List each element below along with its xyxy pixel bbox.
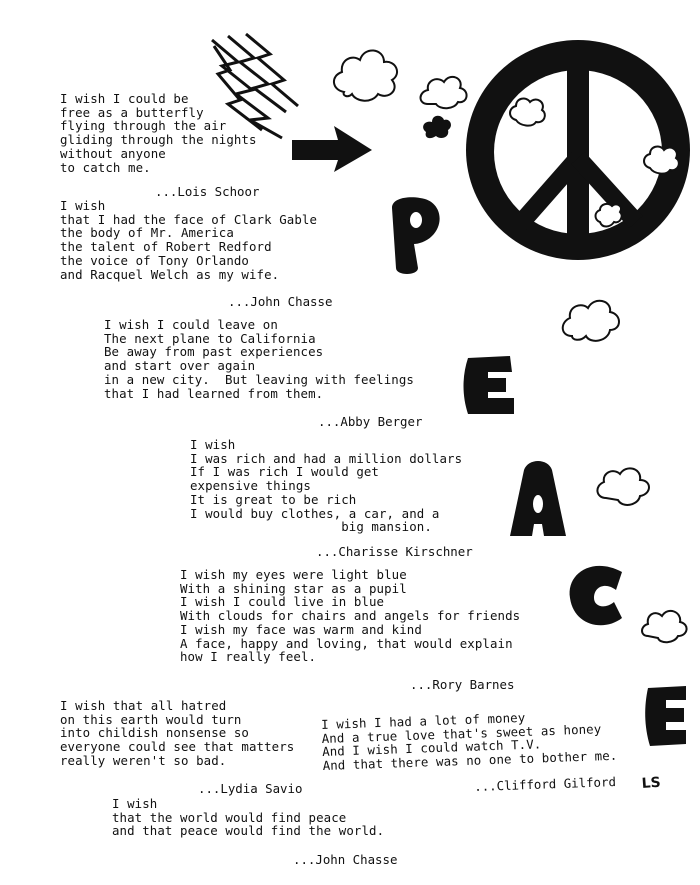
poem-abby-berger: I wish I could leave on The next plane to California Be away from past experiences and start over again in a new city. But leaving with feelings that I had learned from them. — [104, 317, 414, 401]
author-abby-berger: ...Abby Berger — [318, 414, 423, 429]
poem-charisse-kirschner: I wish I was rich and had a million dollars If I was rich I would get expensive things It is great to be rich I would buy clothes, a car, and a big mansion. — [190, 437, 463, 535]
poem-john-chasse-1: I wish that I had the face of Clark Gable the body of Mr. America the talent of Robert Redford the voice of Tony Orlando and Racquel Welch as my wife. — [60, 198, 318, 282]
poem-john-chasse-2: I wish that the world would find peace and that peace would find the world. — [112, 796, 385, 839]
cloud-icon — [334, 50, 397, 100]
cloud-icon — [642, 611, 687, 642]
cloud-icon — [421, 77, 467, 108]
letter-a-icon — [510, 461, 566, 536]
letter-c-icon — [570, 566, 622, 625]
letter-e-icon — [645, 686, 686, 746]
author-lois-schoor: ...Lois Schoor — [155, 184, 260, 199]
cloud-icon — [597, 468, 649, 505]
poem-lydia-savio: I wish that all hatred on this earth would turn into childish nonsense so everyone could see that matters really weren't so bad. — [60, 698, 295, 768]
author-john-chasse-2: ...John Chasse — [293, 852, 398, 867]
author-lydia-savio: ...Lydia Savio — [198, 781, 303, 796]
artist-initials: LS — [641, 774, 662, 792]
letter-e-icon — [464, 356, 515, 414]
lightning-scribble-icon — [212, 34, 298, 138]
author-john-chasse-1: ...John Chasse — [228, 294, 333, 309]
cloud-icon — [563, 301, 619, 341]
arrow-icon — [292, 126, 372, 172]
poem-clifford-gilford: I wish I had a lot of money And a true love that's sweet as honey And I wish I could watch T.V. And that there was no one to bother me. — [320, 709, 618, 774]
poem-rory-barnes: I wish my eyes were light blue With a shining star as a pupil I wish I could live in blue With clouds for chairs and angels for friends I wish my face was warm and kind A face, happy and loving, that would explain how I really feel. — [180, 567, 521, 665]
cloud-icon — [423, 116, 451, 138]
peace-sign-icon — [466, 40, 690, 260]
author-rory-barnes: ...Rory Barnes — [410, 677, 515, 692]
author-clifford-gilford: ...Clifford Gilford — [473, 774, 617, 794]
letter-p-icon — [392, 197, 440, 274]
author-charisse-kirschner: ...Charisse Kirschner — [316, 544, 473, 559]
poem-lois-schoor: I wish I could be free as a butterfly flying through the air gliding through the nights without anyone to catch me. — [60, 91, 257, 175]
